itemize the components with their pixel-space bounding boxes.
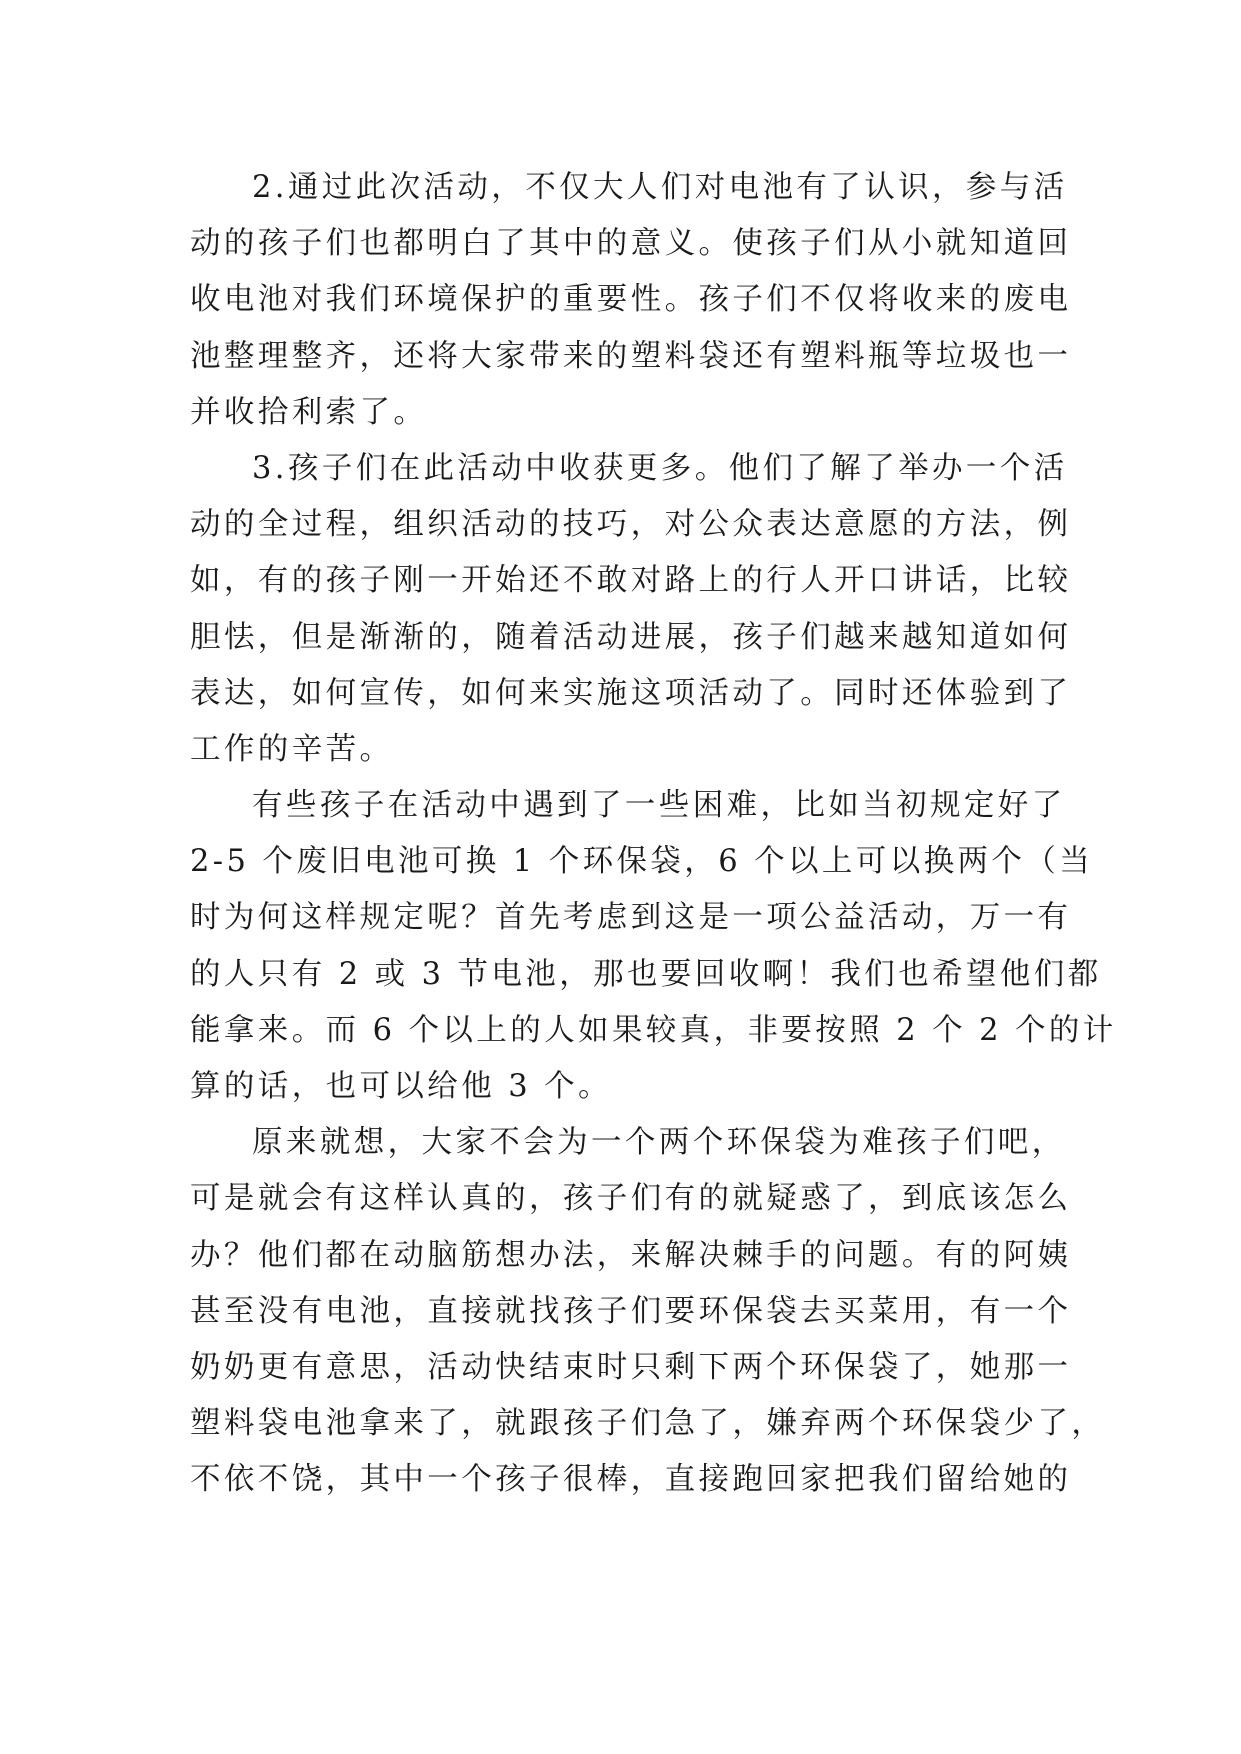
paragraph-3-line-2: 2-5 个废旧电池可换 1 个环保袋，6 个以上可以换两个（当 <box>190 844 1094 880</box>
paragraph-1-line-2: 动的孩子们也都明白了其中的意义。使孩子们从小就知道回 <box>190 226 1072 262</box>
document-body <box>190 160 1117 1509</box>
paragraph-1-line-4: 池整理整齐，还将大家带来的塑料袋还有塑料瓶等垃圾也一 <box>190 338 1072 374</box>
paragraph-3-line-4: 的人只有 2 或 3 节电池，那也要回收啊！我们也希望他们都 <box>190 956 1102 992</box>
paragraph-3-line-5: 能拿来。而 6 个以上的人如果较真，非要按照 2 个 2 个的计 <box>190 1012 1117 1048</box>
paragraph-4-line-1: 原来就想，大家不会为一个两个环保袋为难孩子们吧， <box>252 1125 1066 1161</box>
paragraph-4-line-2: 可是就会有这样认真的，孩子们有的就疑惑了，到底该怎么 <box>190 1181 1072 1217</box>
paragraph-1-line-1: 2.通过此次活动，不仅大人们对电池有了认识，参与活 <box>252 170 1068 205</box>
paragraph-4-line-6: 塑料袋电池拿来了，就跟孩子们急了，嫌弃两个环保袋少了， <box>190 1406 1106 1442</box>
paragraph-4-line-3: 办？他们都在动脑筋想办法，来解决棘手的问题。有的阿姨 <box>190 1237 1072 1273</box>
paragraph-1-line-5: 并收拾利索了。 <box>190 394 428 430</box>
paragraph-2-line-1: 3.孩子们在此活动中收获更多。他们了解了举办一个活 <box>252 450 1068 486</box>
paragraph-3-line-1: 有些孩子在活动中遇到了一些困难，比如当初规定好了 <box>252 788 1066 824</box>
paragraph-2-line-3: 如，有的孩子刚一开始还不敢对路上的行人开口讲话，比较 <box>190 563 1072 599</box>
paragraph-4-line-4: 甚至没有电池，直接就找孩子们要环保袋去买菜用，有一个 <box>190 1293 1072 1329</box>
paragraph-4-line-5: 奶奶更有意思，活动快结束时只剩下两个环保袋了，她那一 <box>190 1349 1072 1385</box>
paragraph-2-line-2: 动的全过程，组织活动的技巧，对公众表达意愿的方法，例 <box>190 507 1072 543</box>
paragraph-3-line-3: 时为何这样规定呢？首先考虑到这是一项公益活动，万一有 <box>190 900 1072 936</box>
paragraph-2-line-6: 工作的辛苦。 <box>190 731 394 767</box>
paragraph-2-line-5: 表达，如何宣传，如何来实施这项活动了。同时还体验到了 <box>190 675 1072 711</box>
paragraph-1-line-3: 收电池对我们环境保护的重要性。孩子们不仅将收来的废电 <box>190 282 1072 318</box>
paragraph-2-line-4: 胆怯，但是渐渐的，随着活动进展，孩子们越来越知道如何 <box>190 619 1072 655</box>
paragraph-4-line-7: 不依不饶，其中一个孩子很棒，直接跑回家把我们留给她的 <box>190 1462 1072 1498</box>
paragraph-3-line-6: 算的话，也可以给他 3 个。 <box>190 1069 612 1104</box>
